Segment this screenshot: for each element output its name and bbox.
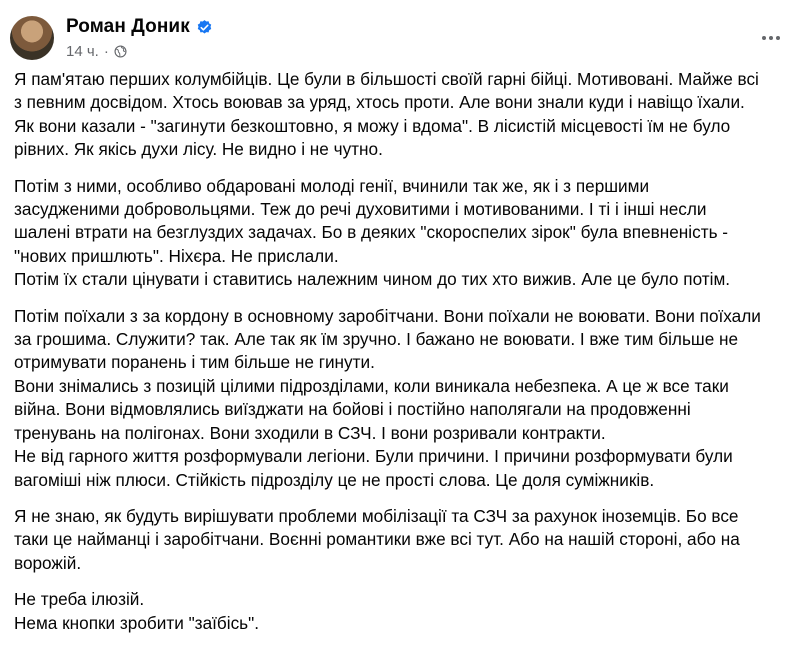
globe-icon	[114, 45, 127, 58]
author-row	[66, 15, 213, 39]
post-text-line: Я не знаю, як будуть вирішувати проблеми мобілізації та СЗЧ за рахунок іноземців. Бо все	[14, 505, 739, 526]
post-text	[14, 68, 790, 648]
post-paragraph	[14, 175, 790, 292]
post-timestamp[interactable]: 14 ч.	[66, 43, 99, 60]
post-paragraph	[14, 505, 790, 575]
more-options-icon	[761, 28, 781, 46]
post-text-line: шалені втрати на безглуздих задачах. Бо в деяких "скороспелих зірок" була впевненість -	[14, 222, 729, 243]
post-text-line: таки це найманці і заробітчани. Воєнні романтики вже всі тут. Або на нашій стороні, або на	[14, 529, 740, 550]
post-text-line: тренувань на полігонах. Вони зходили в СЗЧ. І вони розривали контракти.	[14, 422, 606, 443]
post-text-line: Потім поїхали з за кордону в основному заробітчани. Вони поїхали не воювати. Вони поїхали	[14, 305, 761, 326]
post-text-line: "нових пришлють". Ніхєра. Не прислали.	[14, 245, 339, 266]
author-name[interactable]: Роман Доник	[66, 16, 190, 37]
post-meta	[66, 43, 213, 60]
post-text-line: Не треба ілюзій.	[14, 589, 145, 610]
post-paragraph	[14, 68, 790, 162]
post-text-line: Не від гарного життя розформували легіони. Були причини. І причини розформувати були	[14, 446, 733, 467]
more-options-button[interactable]	[756, 25, 786, 49]
post-text-line: отримувати поранень і тим більше не гинути.	[14, 352, 375, 373]
author-avatar[interactable]	[10, 16, 54, 60]
post-text-line: Я пам'ятаю перших колумбійців. Це були в більшості своїй гарні бійці. Мотивовані. Майже всі	[14, 69, 759, 89]
post-text-line: за грошима. Служити? так. Але так як їм зручно. І бажано не воювати. І вже тим більше не	[14, 329, 739, 350]
author-block	[66, 15, 213, 60]
post-text-line: ворожій.	[14, 552, 82, 573]
post-text-line: Як вони казали - "загинути безкоштовно, я можу і вдома". В лісистій місцевості їм не було	[14, 115, 731, 136]
post-text-line: Потім з ними, особливо обдаровані молоді генії, вчинили так же, як і з першими	[14, 175, 650, 196]
post-paragraph	[14, 305, 790, 492]
post-text-line: війна. Вони відмовлялись виїзджати на бойові і постійно наполягали на продовженні	[14, 399, 691, 420]
verified-badge-icon	[196, 19, 213, 36]
post-paragraph	[14, 588, 790, 635]
post-text-line: з певним досвідом. Хтось воював за уряд, хтось проти. Але вони знали куди і навіщо їхали.	[14, 92, 745, 113]
post-text-line: засудженими добровольцями. Теж до речі духовитими і мотивованими. І ті і інші несли	[14, 199, 707, 220]
post-text-line: Нема кнопки зробити "заїбісь".	[14, 612, 259, 633]
post-header	[0, 0, 800, 68]
post-text-line: Вони знімались з позицій цілими підрозділами, коли виникала небезпека. А це ж все таки	[14, 375, 729, 396]
meta-separator: ·	[103, 43, 109, 60]
post-text-line: вагоміші ніж плюси. Стійкість підрозділу це не прості слова. Це доля суміжників.	[14, 469, 655, 490]
post-text-line: рівних. Як якісь духи лісу. Не видно і не чутно.	[14, 139, 383, 160]
post-text-line: Потім їх стали цінувати і ставитись належним чином до тих хто вижив. Але це було потім.	[14, 269, 731, 290]
